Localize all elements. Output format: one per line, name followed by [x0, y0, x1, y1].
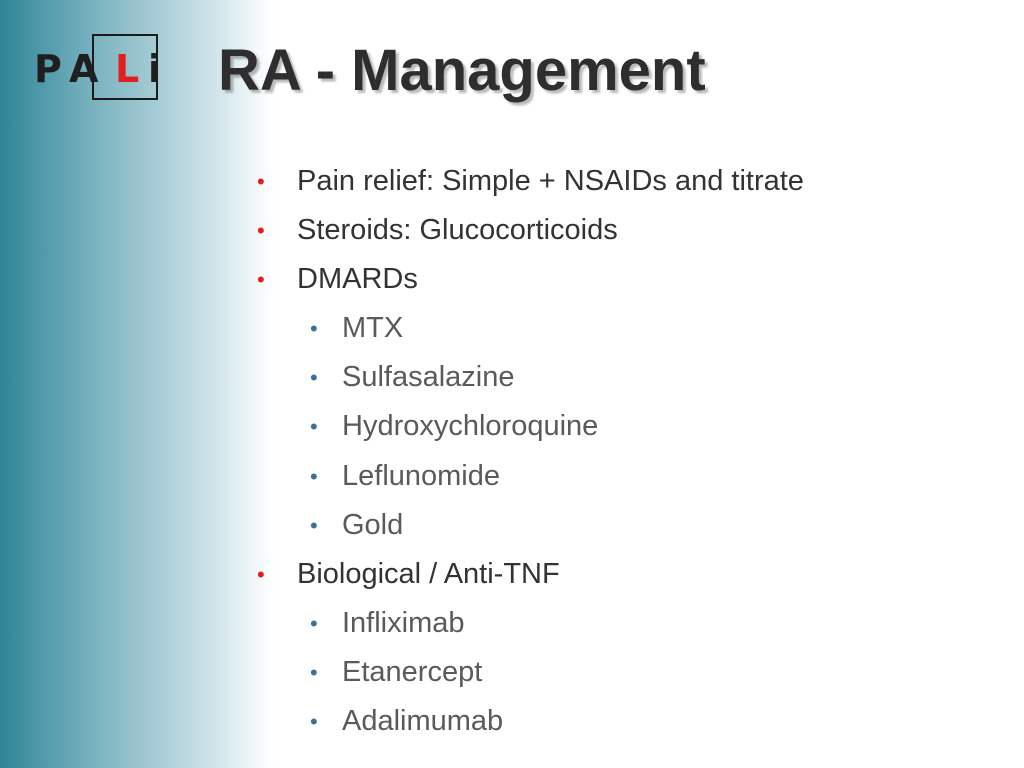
bullet-text: Pain relief: Simple + NSAIDs and titrate: [297, 165, 804, 197]
pali-logo: [30, 34, 165, 106]
sub-bullet-item: [250, 304, 1010, 353]
slide-title: RA - Management: [218, 38, 706, 103]
logo-letter-a: A: [69, 47, 99, 91]
sub-bullet-item: [250, 501, 1010, 550]
sub-bullet-item: [250, 402, 1010, 451]
bullet-item: [250, 206, 1010, 255]
bullet-dot-icon: •: [310, 316, 318, 342]
side-gradient-band: [0, 0, 275, 768]
bullet-text: Infliximab: [342, 606, 465, 639]
bullet-text: Etanercept: [342, 655, 483, 688]
bullet-text: Adalimumab: [342, 705, 504, 738]
bullet-item: [250, 157, 1010, 206]
bullet-text: Leflunomide: [342, 459, 500, 492]
bullet-text: Biological / Anti-TNF: [297, 557, 560, 590]
bullet-text: DMARDs: [297, 263, 418, 296]
bullet-text: Steroids: Glucocorticoids: [297, 214, 618, 247]
sub-bullet-item: [250, 599, 1010, 648]
sub-bullet-item: [250, 353, 1010, 402]
bullet-dot-icon: •: [310, 414, 318, 440]
bullet-text: Sulfasalazine: [342, 361, 515, 394]
bullet-text: MTX: [342, 312, 404, 345]
bullet-dot-icon: •: [310, 709, 318, 735]
logo-letter-p: P: [34, 47, 62, 91]
bullet-dot-icon: •: [310, 463, 318, 489]
logo-letter-i: i: [148, 47, 162, 91]
bullet-dot-icon: •: [310, 659, 318, 685]
sub-bullet-item: [250, 452, 1010, 501]
bullet-list: [250, 157, 1010, 746]
logo-letter-l: L: [115, 47, 140, 91]
bullet-dot-icon: •: [257, 267, 265, 293]
bullet-dot-icon: •: [310, 365, 318, 391]
bullet-dot-icon: •: [257, 169, 265, 194]
sub-bullet-item: [250, 697, 1010, 746]
bullet-item: [250, 255, 1010, 304]
bullet-text: Hydroxychloroquine: [342, 410, 599, 443]
bullet-dot-icon: •: [310, 512, 318, 538]
bullet-text: Gold: [342, 508, 404, 541]
bullet-dot-icon: •: [257, 218, 265, 244]
bullet-item: [250, 550, 1010, 599]
bullet-dot-icon: •: [257, 561, 265, 587]
sub-bullet-item: [250, 648, 1010, 697]
bullet-dot-icon: •: [310, 610, 318, 636]
